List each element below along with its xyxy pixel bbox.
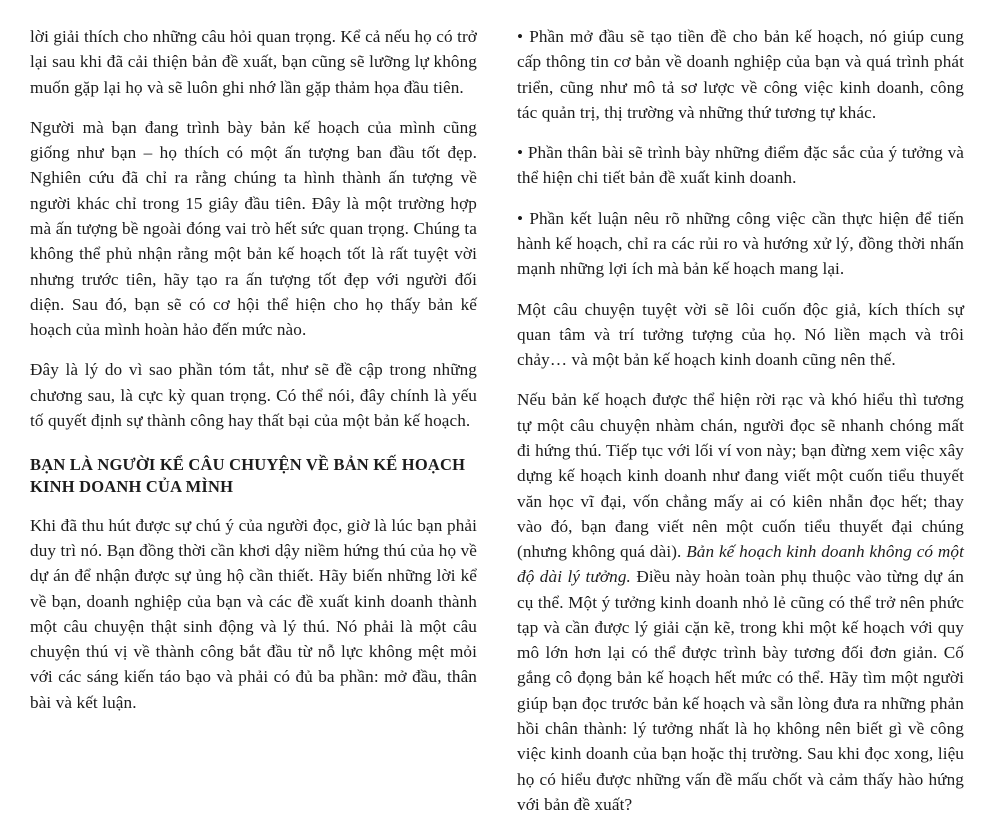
left-column bbox=[30, 24, 477, 712]
bullet-introduction: • Phần mở đầu sẽ tạo tiền đề cho bản kế hoạch, nó giúp cung cấp thông tin cơ bản về doanh nghiệp của bạn và quá trình phát triển, cũng như mô tả sơ lược về công việc kinh doanh, công tác quản trị, thị trường và những thứ tương tự khác. bbox=[517, 27, 964, 122]
bullet-body: • Phần thân bài sẽ trình bày những điểm đặc sắc của ý tưởng và thể hiện chi tiết bản đề xuất kinh doanh. bbox=[517, 143, 964, 188]
paragraph-plan-length-part-1: Nếu bản kế hoạch được thể hiện rời rạc và khó hiểu thì tương tự một câu chuyện nhàm chán, người đọc sẽ nhanh chóng mất đi hứng thú. Tiếp tục với lối ví von này; bạn đừng xem việc xây dựng kế hoạch kinh doanh như đang viết một cuốn tiểu thuyết văn học vĩ đại, vốn chẳng mấy ai có kiên nhẫn đọc hết; thay vào đó, bạn đang viết nên một cuốn tiểu thuyết đại chúng (nhưng không quá dài). bbox=[517, 390, 964, 562]
paragraph-great-story: Một câu chuyện tuyệt vời sẽ lôi cuốn độc giả, kích thích sự quan tâm và trí tưởng tượng của họ. Nó liền mạch và trôi chảy… và một bản kế hoạch kinh doanh cũng nên thế. bbox=[517, 299, 964, 370]
paragraph-first-impression: Người mà bạn đang trình bày bản kế hoạch của mình cũng giống như bạn – họ thích có một ấn tượng ban đầu tốt đẹp. Nghiên cứu đã chỉ ra rằng chúng ta hình thành ấn tượng về người khác chỉ trong 15 giây đầu tiên. Đây là một trường hợp mà ấn tượng bề ngoài đóng vai trò hết sức quan trọng. Chúng ta không thể phủ nhận rằng một bản kế hoạch tốt là rất tuyệt vời nhưng trước tiên, hãy tạo ra ấn tượng tốt đẹp với người đối diện. Sau đó, bạn sẽ có cơ hội thể hiện cho họ thấy bản kế hoạch của mình hoàn hảo đến mức nào. bbox=[30, 117, 477, 340]
paragraph-summary-importance: Đây là lý do vì sao phần tóm tắt, như sẽ đề cập trong những chương sau, là cực kỳ quan trọng. Có thể nói, đây chính là yếu tố quyết định sự thành công hay thất bại của một bản kế hoạch. bbox=[30, 360, 477, 430]
paragraph-storytelling: Khi đã thu hút được sự chú ý của người đọc, giờ là lúc bạn phải duy trì nó. Bạn đồng thời cần khơi dậy niềm hứng thú của họ về dự án để nhận được sự ủng hộ cần thiết. Hãy biến những lời kể về bạn, doanh nghiệp của bạn và các đề xuất kinh doanh thành một câu chuyện thật sinh động và lý thú. Nó phải là một câu chuyện thú vị về thành công bắt đầu từ nỗ lực không mệt mỏi với các sáng kiến táo bạo và phải có đủ ba phần: mở đầu, thân bài và kết luận. bbox=[30, 515, 477, 712]
right-column bbox=[517, 24, 964, 814]
paragraph-plan-length-part-2: Điều này hoàn toàn phụ thuộc vào từng dự án cụ thể. Một ý tưởng kinh doanh nhỏ lẻ cũng có thể trở nên phức tạp và cần được lý giải cặn kẽ, trong khi một kế hoạch với quy mô lớn hơn lại có thể được trình bày tương đối đơn giản. Cố gắng cô đọng bản kế hoạch hết mức có thể. Hãy tìm một người giúp bạn đọc trước bản kế hoạch và sẵn lòng đưa ra những phản hồi chân thành: lý tưởng nhất là họ không nên biết gì về công việc kinh doanh của bạn hoặc thị trường. Sau khi đọc xong, liệu họ có hiểu được những vấn đề mấu chốt và cảm thấy hào hứng với bản đề xuất? bbox=[517, 567, 964, 814]
paragraph-continuation: lời giải thích cho những câu hỏi quan trọng. Kể cả nếu họ có trở lại sau khi đã cải thiện bản đề xuất, bạn cũng sẽ lưỡng lự không muốn gặp lại họ và sẽ luôn ghi nhớ lần gặp thảm họa đầu tiên. bbox=[30, 27, 477, 97]
paragraph-plan-length bbox=[517, 387, 964, 817]
bullet-conclusion: • Phần kết luận nêu rõ những công việc cần thực hiện để tiến hành kế hoạch, chỉ ra các rủi ro và hướng xử lý, đồng thời nhấn mạnh những lợi ích mà bản kế hoạch mang lại. bbox=[517, 208, 964, 279]
paragraph-plan-length-italic: Bản kế hoạch kinh doanh không có một độ dài lý tưởng. bbox=[517, 542, 964, 587]
section-heading: BẠN LÀ NGƯỜI KỂ CÂU CHUYỆN VỀ BẢN KẾ HOẠCH KINH DOANH CỦA MÌNH bbox=[30, 455, 466, 497]
